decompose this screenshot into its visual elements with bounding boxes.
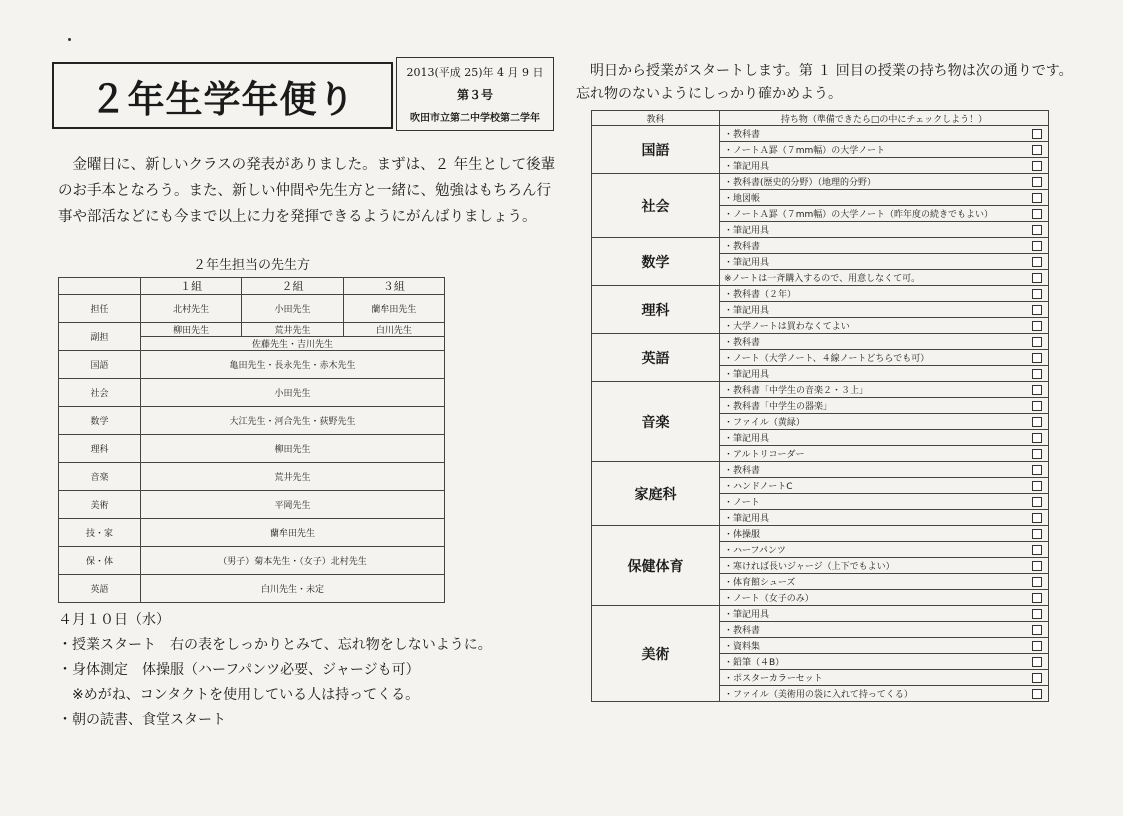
subject-row [59,351,445,379]
checkbox[interactable] [1032,289,1042,299]
supply-item [720,606,1049,622]
supply-item-label: ・教科書「中学生の器楽」 [724,402,833,412]
subject-name: 数学 [592,238,720,286]
supply-item [720,334,1049,350]
checkbox[interactable] [1032,145,1042,155]
checkbox[interactable] [1032,625,1042,635]
supply-item-label: ・寒ければ長いジャージ（上下でもよい） [724,562,895,572]
supply-item [720,238,1049,254]
supplies-table [591,110,1049,702]
row-label: 保・体 [59,547,141,575]
supply-row [592,606,1049,622]
issue-date: 2013(平成 25)年 4 月 9 日 [406,66,544,79]
row-label: 担任 [59,295,141,323]
teacher-cell: 白川先生 [343,323,444,337]
teachers-table [58,277,445,603]
supply-item-label: ・筆記用具 [724,226,770,236]
supply-item-label: ・ノート [724,498,760,508]
intro-paragraph: 金曜日に、新しいクラスの発表がありました。まずは、２ 年生として後輩のお手本となろう。また、新しい仲間や先生方と一緒に、勉強はもちろん行事や部活などにも今まで以上に力を発揮できるようにがんばりましょう。 [58,157,556,225]
supplies-header-row [592,111,1049,126]
teacher-cell: 蘭牟田先生 [343,295,444,323]
checkbox[interactable] [1032,385,1042,395]
supplies-header-items: 持ち物（準備できたら□の中にチェックしよう！） [720,111,1049,126]
supply-item-label: ・ノート（大学ノート、４線ノートどちらでも可） [724,354,930,364]
supply-item-label: ・教科書（２年） [724,290,797,300]
supply-item-label: ・筆記用具 [724,162,770,172]
supply-item-label: ・ノートＡ罫（７mm幅）の大学ノート [724,146,885,156]
supply-item-label: ・教科書 [724,242,761,252]
teachers-header-row [59,278,445,295]
supply-item [720,414,1049,430]
subject-row [59,407,445,435]
supply-item [720,286,1049,302]
supply-item [720,542,1049,558]
row-label: 技・家 [59,519,141,547]
supply-item-label: ・大学ノートは買わなくてよい [724,322,850,332]
supply-item [720,446,1049,462]
teacher-cell: 佐藤先生・吉川先生 [141,337,445,351]
subject-row [59,575,445,603]
corner-cell [59,278,141,295]
teacher-cell: 白川先生・未定 [141,575,445,603]
event-list [58,633,492,733]
supply-item [720,126,1049,142]
checkbox[interactable] [1032,241,1042,251]
supply-item-label: ・教科書(歴史的分野）（地理的分野） [724,178,877,188]
supplies-intro-line: 忘れ物のないようにしっかり確かめよう。 [576,86,842,102]
supply-item [720,574,1049,590]
checkbox[interactable] [1032,465,1042,475]
checkbox[interactable] [1032,193,1042,203]
supply-item-label: ・ファイル（黄緑） [724,418,805,428]
checkbox[interactable] [1032,497,1042,507]
supply-row [592,238,1049,254]
checkbox[interactable] [1032,689,1042,699]
subject-name: 美術 [592,606,720,702]
row-label: 副担 [59,323,141,351]
supplies-header-subject: 教科 [592,111,720,126]
subject-name: 保健体育 [592,526,720,606]
supply-item-label: ・ポスターカラーセット [724,674,823,684]
supply-item [720,478,1049,494]
checkbox[interactable] [1032,209,1042,219]
checkbox[interactable] [1032,577,1042,587]
row-label: 理科 [59,435,141,463]
supply-item [720,174,1049,190]
supply-item-label: ・体操服 [724,530,761,540]
teacher-cell: 蘭牟田先生 [141,519,445,547]
class-header: １組 [141,278,242,295]
school-name: 吹田市立第二中学校第二学年 [410,113,540,124]
supply-item [720,526,1049,542]
supply-item [720,494,1049,510]
checkbox[interactable] [1032,529,1042,539]
checkbox[interactable] [1032,417,1042,427]
row-label: 国語 [59,351,141,379]
supply-row [592,526,1049,542]
supply-item-label: ・ハンドノートC [724,482,793,492]
checkbox[interactable] [1032,609,1042,619]
supply-item [720,398,1049,414]
supply-item-label: ・教科書 [724,338,761,348]
teacher-cell: 大江先生・河合先生・荻野先生 [141,407,445,435]
event-item: ・身体測定 体操服（ハーフパンツ必要、ジャージも可） [58,662,420,678]
supply-item [720,622,1049,638]
issue-info-box [396,57,554,131]
checkbox[interactable] [1032,321,1042,331]
subject-row [59,435,445,463]
supply-item-label: ・筆記用具 [724,434,770,444]
subject-row [59,519,445,547]
teacher-cell: 柳田先生 [141,435,445,463]
subject-name: 英語 [592,334,720,382]
supply-item [720,558,1049,574]
teacher-cell: 北村先生 [141,295,242,323]
supply-item [720,382,1049,398]
vice-row [59,323,445,337]
supply-item [720,510,1049,526]
supply-item [720,462,1049,478]
teacher-cell: 荒井先生 [141,463,445,491]
supply-item [720,302,1049,318]
row-label: 美術 [59,491,141,519]
supply-item [720,590,1049,606]
checkbox[interactable] [1032,657,1042,667]
teacher-cell: （男子）菊本先生・（女子）北村先生 [141,547,445,575]
checkbox[interactable] [1032,641,1042,651]
supply-item-label: ・資料集 [724,642,761,652]
supply-item [720,670,1049,686]
supply-row [592,286,1049,302]
teacher-cell: 平岡先生 [141,491,445,519]
supply-item-label: ※ノートは一斉購入するので、用意しなくて可。 [724,274,921,284]
subject-row [59,379,445,407]
checkbox[interactable] [1032,305,1042,315]
supply-item-label: ・筆記用具 [724,258,770,268]
event-item: ・朝の読書、食堂スタート [58,712,226,728]
checkbox[interactable] [1032,401,1042,411]
supply-item [720,318,1049,334]
row-label: 英語 [59,575,141,603]
supply-row [592,382,1049,398]
row-label: 音楽 [59,463,141,491]
supply-item-label: ・アルトリコーダー [724,450,805,460]
supply-item-label: ・筆記用具 [724,610,770,620]
checkbox[interactable] [1032,545,1042,555]
checkbox[interactable] [1032,481,1042,491]
checkbox[interactable] [1032,593,1042,603]
subject-name: 家庭科 [592,462,720,526]
checkbox[interactable] [1032,225,1042,235]
speck [68,38,71,41]
supply-item [720,430,1049,446]
newsletter-title: ２年生学年便り [52,62,393,129]
teacher-cell: 小田先生 [141,379,445,407]
supply-row [592,334,1049,350]
supply-item [720,270,1049,286]
subject-row [59,547,445,575]
event-item: ※めがね、コンタクトを使用している人は持ってくる。 [58,687,420,703]
checkbox[interactable] [1032,433,1042,443]
supply-item-label: ・筆記用具 [724,370,770,380]
subject-name: 音楽 [592,382,720,462]
event-item: ・授業スタート 右の表をしっかりとみて、忘れ物をしないように。 [58,637,492,653]
checkbox[interactable] [1032,561,1042,571]
supply-item [720,158,1049,174]
supply-item-label: ・ノートＡ罫（７mm幅）の大学ノート（昨年度の続きでもよい） [724,210,993,220]
supply-item-label: ・ノート（女子のみ） [724,594,814,604]
supply-item [720,222,1049,238]
issue-number: 第３号 [456,88,493,102]
supply-item [720,190,1049,206]
supplies-intro-line: 明日から授業がスタートします。第 １ 回目の授業の持ち物は次の通りです。 [590,63,1073,79]
supply-item-label: ・教科書 [724,466,761,476]
supply-item [720,206,1049,222]
teacher-cell: 荒井先生 [242,323,343,337]
supply-item [720,254,1049,270]
event-date: ４月１０日（水） [58,612,170,628]
checkbox[interactable] [1032,369,1042,379]
supply-row [592,126,1049,142]
supply-row [592,462,1049,478]
supply-item [720,142,1049,158]
supply-item-label: ・鉛筆（４B） [724,658,785,668]
class-header: ３組 [343,278,444,295]
supply-row [592,174,1049,190]
supply-item [720,686,1049,702]
supply-item-label: ・筆記用具 [724,306,770,316]
checkbox[interactable] [1032,513,1042,523]
class-header: ２組 [242,278,343,295]
supply-item-label: ・ファイル（美術用の袋に入れて持ってくる） [724,690,913,700]
subject-row [59,463,445,491]
subject-name: 国語 [592,126,720,174]
row-label: 社会 [59,379,141,407]
row-label: 数学 [59,407,141,435]
homeroom-row [59,295,445,323]
teacher-cell: 亀田先生・長永先生・赤木先生 [141,351,445,379]
teacher-cell: 小田先生 [242,295,343,323]
supply-item-label: ・ハーフパンツ [724,546,786,556]
supply-item [720,638,1049,654]
checkbox[interactable] [1032,257,1042,267]
checkbox[interactable] [1032,337,1042,347]
teachers-caption: ２年生担当の先生方 [192,258,310,273]
supply-item [720,366,1049,382]
subject-row [59,491,445,519]
supplies-intro [576,60,1076,106]
supply-item-label: ・体育館シューズ [724,578,796,588]
supply-item-label: ・筆記用具 [724,514,770,524]
supply-item-label: ・教科書 [724,130,761,140]
supply-item [720,654,1049,670]
teacher-cell: 柳田先生 [141,323,242,337]
checkbox[interactable] [1032,177,1042,187]
checkbox[interactable] [1032,353,1042,363]
checkbox[interactable] [1032,129,1042,139]
supply-item-label: ・教科書 [724,626,761,636]
supply-item-label: ・教科書「中学生の音楽２・３上」 [724,386,869,396]
checkbox[interactable] [1032,161,1042,171]
supply-item [720,350,1049,366]
subject-name: 社会 [592,174,720,238]
supply-item-label: ・地図帳 [724,194,761,204]
checkbox[interactable] [1032,673,1042,683]
checkbox[interactable] [1032,449,1042,459]
subject-name: 理科 [592,286,720,334]
checkbox[interactable] [1032,273,1042,283]
